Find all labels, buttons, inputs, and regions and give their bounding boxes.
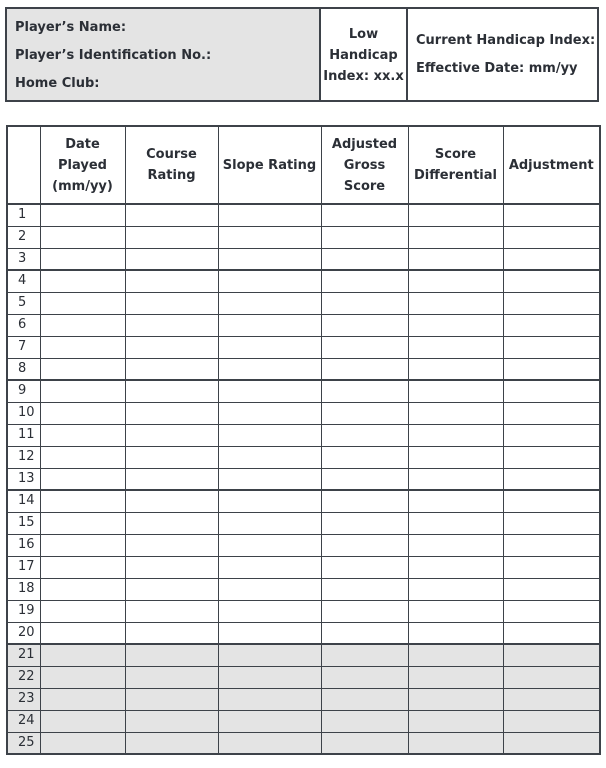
table-row (7, 644, 600, 666)
adjustment-cell[interactable] (503, 204, 600, 226)
date-played-cell[interactable] (40, 380, 125, 402)
adjustment-cell[interactable] (503, 534, 600, 556)
row-number: 19 (7, 600, 40, 622)
score-differential-cell[interactable] (408, 380, 503, 402)
row-number: 11 (7, 424, 40, 446)
low-index-line-3: Index: xx.x (323, 69, 404, 84)
course-rating-cell[interactable] (125, 270, 218, 292)
date-played-cell[interactable] (40, 468, 125, 490)
score-differential-cell[interactable] (408, 556, 503, 578)
date-played-cell[interactable] (40, 248, 125, 270)
slope-rating-cell[interactable] (218, 446, 321, 468)
adjustment-cell[interactable] (503, 512, 600, 534)
adjustment-cell[interactable] (503, 402, 600, 424)
course-rating-cell[interactable] (125, 468, 218, 490)
home-club-label: Home Club: (15, 76, 100, 91)
adjustment-cell[interactable] (503, 446, 600, 468)
effective-date-label: Effective Date: mm/yy (416, 61, 578, 76)
header-slope-rating: Slope Rating (218, 126, 321, 204)
table-row (7, 732, 600, 754)
score-differential-cell[interactable] (408, 512, 503, 534)
table-row (7, 292, 600, 314)
adjustment-cell[interactable] (503, 622, 600, 644)
row-number: 16 (7, 534, 40, 556)
slope-rating-cell[interactable] (218, 688, 321, 710)
current-index-label: Current Handicap Index: (416, 33, 596, 48)
course-rating-cell[interactable] (125, 336, 218, 358)
table-row (7, 490, 600, 512)
slope-rating-cell[interactable] (218, 292, 321, 314)
slope-rating-cell[interactable] (218, 534, 321, 556)
score-differential-cell[interactable] (408, 314, 503, 336)
row-number: 7 (7, 336, 40, 358)
header-adjusted-gross-score: Adjusted Gross Score (321, 126, 408, 204)
date-played-cell[interactable] (40, 644, 125, 666)
adjustment-cell[interactable] (503, 732, 600, 754)
adjusted-gross-score-cell[interactable] (321, 666, 408, 688)
adjustment-cell[interactable] (503, 424, 600, 446)
row-number: 22 (7, 666, 40, 688)
slope-rating-cell[interactable] (218, 556, 321, 578)
slope-rating-cell[interactable] (218, 600, 321, 622)
adjustment-cell[interactable] (503, 688, 600, 710)
adjustment-cell[interactable] (503, 270, 600, 292)
row-number: 21 (7, 644, 40, 666)
score-rows (7, 204, 600, 754)
score-differential-cell[interactable] (408, 270, 503, 292)
player-info-header (5, 7, 599, 102)
adjustment-cell[interactable] (503, 710, 600, 732)
adjustment-cell[interactable] (503, 358, 600, 380)
score-differential-cell[interactable] (408, 402, 503, 424)
date-played-cell[interactable] (40, 710, 125, 732)
row-number: 15 (7, 512, 40, 534)
adjusted-gross-score-cell[interactable] (321, 578, 408, 600)
table-row (7, 446, 600, 468)
row-number: 2 (7, 226, 40, 248)
slope-rating-cell[interactable] (218, 490, 321, 512)
adjusted-gross-score-cell[interactable] (321, 534, 408, 556)
slope-rating-cell[interactable] (218, 248, 321, 270)
adjustment-cell[interactable] (503, 600, 600, 622)
adjustment-cell[interactable] (503, 248, 600, 270)
course-rating-cell[interactable] (125, 402, 218, 424)
slope-rating-cell[interactable] (218, 402, 321, 424)
adjusted-gross-score-cell[interactable] (321, 314, 408, 336)
adjustment-cell[interactable] (503, 556, 600, 578)
adjusted-gross-score-cell[interactable] (321, 248, 408, 270)
low-index-line-1: Low (348, 27, 379, 42)
low-index-line-2: Handicap (329, 48, 398, 63)
date-played-cell[interactable] (40, 732, 125, 754)
row-number: 9 (7, 380, 40, 402)
row-number: 1 (7, 204, 40, 226)
table-header-row (7, 126, 600, 204)
course-rating-cell[interactable] (125, 424, 218, 446)
adjusted-gross-score-cell[interactable] (321, 688, 408, 710)
adjustment-cell[interactable] (503, 666, 600, 688)
score-differential-cell[interactable] (408, 204, 503, 226)
slope-rating-cell[interactable] (218, 424, 321, 446)
adjustment-cell[interactable] (503, 490, 600, 512)
score-differential-cell[interactable] (408, 446, 503, 468)
slope-rating-cell[interactable] (218, 644, 321, 666)
date-played-cell[interactable] (40, 578, 125, 600)
player-info-labels (7, 9, 321, 100)
course-rating-cell[interactable] (125, 622, 218, 644)
course-rating-cell[interactable] (125, 688, 218, 710)
course-rating-cell[interactable] (125, 226, 218, 248)
adjusted-gross-score-cell[interactable] (321, 204, 408, 226)
slope-rating-cell[interactable] (218, 314, 321, 336)
score-differential-cell[interactable] (408, 534, 503, 556)
table-row (7, 578, 600, 600)
date-played-cell[interactable] (40, 556, 125, 578)
adjusted-gross-score-cell[interactable] (321, 226, 408, 248)
score-differential-cell[interactable] (408, 622, 503, 644)
low-handicap-index-cell (321, 9, 408, 100)
score-differential-cell[interactable] (408, 358, 503, 380)
course-rating-cell[interactable] (125, 490, 218, 512)
row-number: 10 (7, 402, 40, 424)
adjustment-cell[interactable] (503, 226, 600, 248)
adjustment-cell[interactable] (503, 292, 600, 314)
row-number: 14 (7, 490, 40, 512)
date-played-cell[interactable] (40, 600, 125, 622)
course-rating-cell[interactable] (125, 204, 218, 226)
header-score-differential: Score Differential (408, 126, 503, 204)
table-row (7, 226, 600, 248)
row-number: 5 (7, 292, 40, 314)
course-rating-cell[interactable] (125, 248, 218, 270)
course-rating-cell[interactable] (125, 534, 218, 556)
adjusted-gross-score-cell[interactable] (321, 732, 408, 754)
table-row (7, 402, 600, 424)
row-number: 20 (7, 622, 40, 644)
table-row (7, 380, 600, 402)
course-rating-cell[interactable] (125, 710, 218, 732)
slope-rating-cell[interactable] (218, 578, 321, 600)
adjustment-cell[interactable] (503, 314, 600, 336)
course-rating-cell[interactable] (125, 358, 218, 380)
adjusted-gross-score-cell[interactable] (321, 468, 408, 490)
adjusted-gross-score-cell[interactable] (321, 336, 408, 358)
course-rating-cell[interactable] (125, 732, 218, 754)
course-rating-cell[interactable] (125, 380, 218, 402)
score-differential-cell[interactable] (408, 644, 503, 666)
adjusted-gross-score-cell[interactable] (321, 710, 408, 732)
table-row (7, 424, 600, 446)
adjustment-cell[interactable] (503, 644, 600, 666)
course-rating-cell[interactable] (125, 314, 218, 336)
player-name-label: Player’s Name: (15, 20, 127, 35)
slope-rating-cell[interactable] (218, 468, 321, 490)
adjusted-gross-score-cell[interactable] (321, 424, 408, 446)
adjusted-gross-score-cell[interactable] (321, 644, 408, 666)
adjusted-gross-score-cell[interactable] (321, 270, 408, 292)
adjusted-gross-score-cell[interactable] (321, 292, 408, 314)
table-row (7, 688, 600, 710)
date-played-cell[interactable] (40, 666, 125, 688)
row-number: 18 (7, 578, 40, 600)
header-course-rating: Course Rating (125, 126, 218, 204)
row-number: 23 (7, 688, 40, 710)
adjusted-gross-score-cell[interactable] (321, 446, 408, 468)
table-row (7, 468, 600, 490)
score-record-table (6, 125, 601, 755)
table-row (7, 270, 600, 292)
course-rating-cell[interactable] (125, 578, 218, 600)
score-differential-cell[interactable] (408, 292, 503, 314)
slope-rating-cell[interactable] (218, 380, 321, 402)
date-played-cell[interactable] (40, 204, 125, 226)
score-differential-cell[interactable] (408, 226, 503, 248)
date-played-cell[interactable] (40, 226, 125, 248)
table-row (7, 204, 600, 226)
adjusted-gross-score-cell[interactable] (321, 490, 408, 512)
header-date-played: Date Played (mm/yy) (40, 126, 125, 204)
slope-rating-cell[interactable] (218, 204, 321, 226)
date-played-cell[interactable] (40, 270, 125, 292)
row-number: 8 (7, 358, 40, 380)
score-differential-cell[interactable] (408, 666, 503, 688)
score-differential-cell[interactable] (408, 424, 503, 446)
current-index-cell (408, 9, 597, 100)
table-row (7, 358, 600, 380)
row-number: 13 (7, 468, 40, 490)
course-rating-cell[interactable] (125, 666, 218, 688)
table-row (7, 512, 600, 534)
table-row (7, 600, 600, 622)
course-rating-cell[interactable] (125, 644, 218, 666)
score-differential-cell[interactable] (408, 578, 503, 600)
date-played-cell[interactable] (40, 490, 125, 512)
slope-rating-cell[interactable] (218, 358, 321, 380)
date-played-cell[interactable] (40, 688, 125, 710)
date-played-cell[interactable] (40, 292, 125, 314)
course-rating-cell[interactable] (125, 292, 218, 314)
row-number: 6 (7, 314, 40, 336)
course-rating-cell[interactable] (125, 512, 218, 534)
score-differential-cell[interactable] (408, 732, 503, 754)
adjusted-gross-score-cell[interactable] (321, 380, 408, 402)
adjusted-gross-score-cell[interactable] (321, 600, 408, 622)
score-differential-cell[interactable] (408, 688, 503, 710)
adjusted-gross-score-cell[interactable] (321, 556, 408, 578)
date-played-cell[interactable] (40, 534, 125, 556)
table-row (7, 556, 600, 578)
row-number: 4 (7, 270, 40, 292)
date-played-cell[interactable] (40, 402, 125, 424)
date-played-cell[interactable] (40, 622, 125, 644)
adjustment-cell[interactable] (503, 578, 600, 600)
adjusted-gross-score-cell[interactable] (321, 512, 408, 534)
score-differential-cell[interactable] (408, 468, 503, 490)
date-played-cell[interactable] (40, 358, 125, 380)
row-number: 24 (7, 710, 40, 732)
table-row (7, 622, 600, 644)
score-differential-cell[interactable] (408, 710, 503, 732)
course-rating-cell[interactable] (125, 446, 218, 468)
slope-rating-cell[interactable] (218, 512, 321, 534)
slope-rating-cell[interactable] (218, 622, 321, 644)
date-played-cell[interactable] (40, 512, 125, 534)
adjusted-gross-score-cell[interactable] (321, 402, 408, 424)
score-differential-cell[interactable] (408, 490, 503, 512)
date-played-cell[interactable] (40, 336, 125, 358)
date-played-cell[interactable] (40, 424, 125, 446)
course-rating-cell[interactable] (125, 600, 218, 622)
slope-rating-cell[interactable] (218, 732, 321, 754)
slope-rating-cell[interactable] (218, 336, 321, 358)
table-row (7, 336, 600, 358)
date-played-cell[interactable] (40, 314, 125, 336)
table-row (7, 534, 600, 556)
slope-rating-cell[interactable] (218, 270, 321, 292)
course-rating-cell[interactable] (125, 556, 218, 578)
table-row (7, 314, 600, 336)
adjustment-cell[interactable] (503, 336, 600, 358)
adjusted-gross-score-cell[interactable] (321, 622, 408, 644)
player-id-label: Player’s Identification No.: (15, 48, 212, 63)
slope-rating-cell[interactable] (218, 666, 321, 688)
row-number: 12 (7, 446, 40, 468)
header-adjustment: Adjustment (503, 126, 600, 204)
score-differential-cell[interactable] (408, 248, 503, 270)
date-played-cell[interactable] (40, 446, 125, 468)
row-number: 3 (7, 248, 40, 270)
table-row (7, 248, 600, 270)
score-differential-cell[interactable] (408, 336, 503, 358)
table-row (7, 710, 600, 732)
adjustment-cell[interactable] (503, 380, 600, 402)
score-differential-cell[interactable] (408, 600, 503, 622)
header-row-number (7, 126, 40, 204)
slope-rating-cell[interactable] (218, 710, 321, 732)
slope-rating-cell[interactable] (218, 226, 321, 248)
table-row (7, 666, 600, 688)
row-number: 17 (7, 556, 40, 578)
adjusted-gross-score-cell[interactable] (321, 358, 408, 380)
adjustment-cell[interactable] (503, 468, 600, 490)
row-number: 25 (7, 732, 40, 754)
